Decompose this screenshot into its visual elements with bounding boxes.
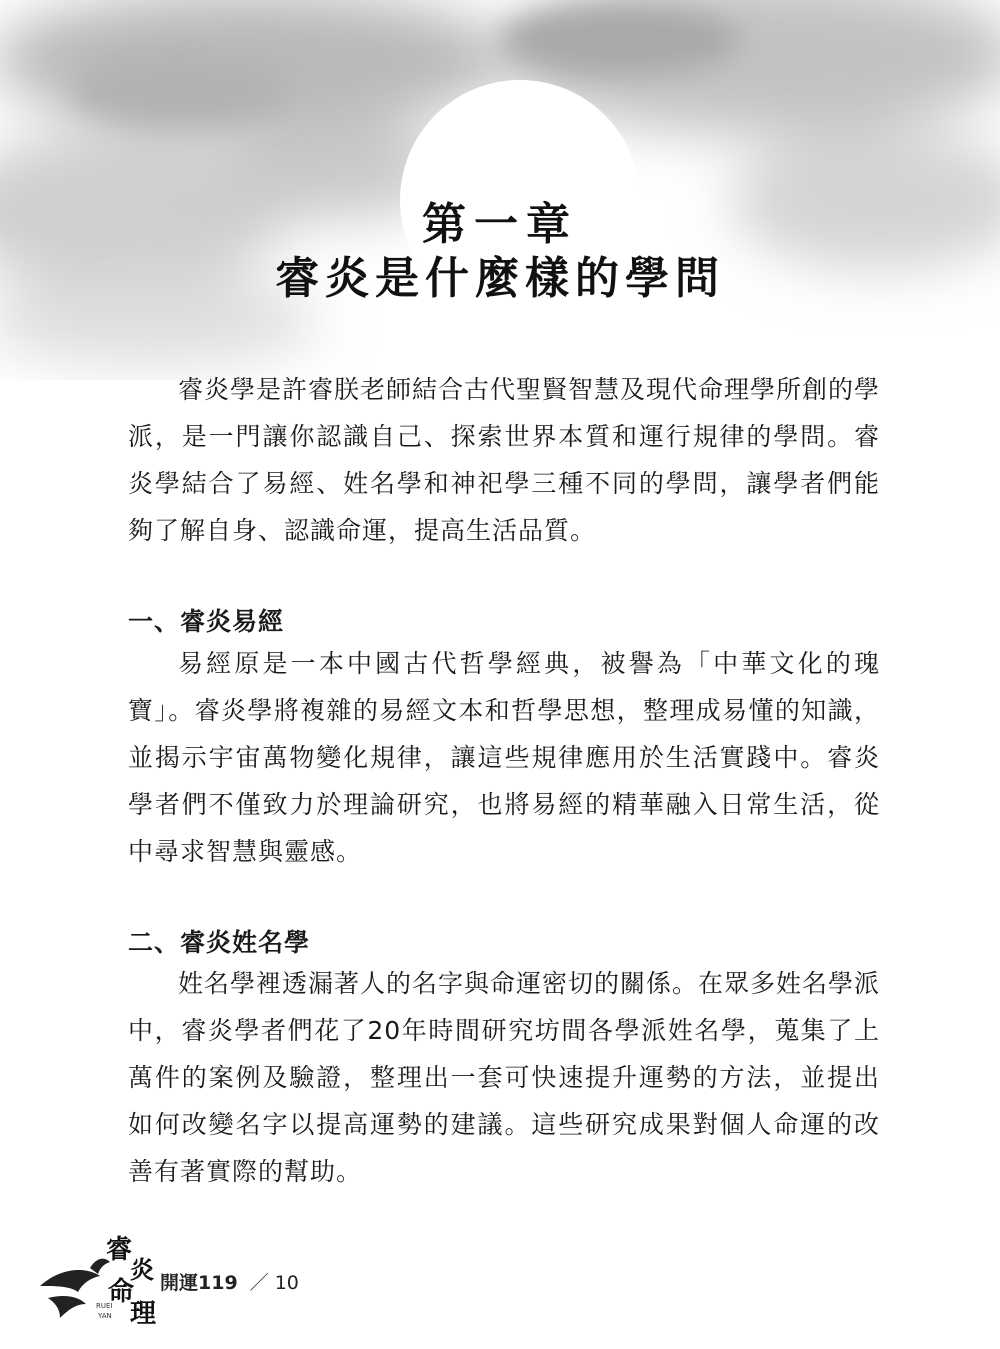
svg-text:YAN: YAN: [98, 1312, 112, 1320]
section-heading-yijing: 一、睿炎易經: [128, 607, 285, 636]
svg-text:命: 命: [108, 1277, 135, 1307]
svg-text:睿: 睿: [106, 1235, 133, 1265]
intro-text: 睿炎學是許睿朕老師結合古代聖賢智慧及現代命理學所創的學派，是一門讓你認識自己、探索世界本質和運行規律的學問。睿炎學結合了易經、姓名學和神祀學三種不同的學問，讓學者們能夠了解自身、認識命運，提高生活品質。: [128, 375, 881, 545]
ruei-yan-logo: [30, 1228, 160, 1328]
folio: [160, 1268, 299, 1295]
page-number: 10: [274, 1272, 299, 1294]
page-footer: [0, 1228, 1000, 1328]
section-body-name-study: [128, 960, 880, 1195]
intro-paragraph: [128, 366, 880, 554]
book-title: 開運119: [160, 1272, 238, 1294]
svg-text:RUEI: RUEI: [96, 1302, 113, 1310]
section-body-yijing: [128, 640, 880, 875]
folio-separator: ／: [249, 1272, 269, 1294]
section-text-name-study: 姓名學裡透漏著人的名字與命運密切的關係。在眾多姓名學派中，睿炎學者們花了20年時間研究坊間各學派姓名學，蒐集了上萬件的案例及驗證，整理出一套可快速提升運勢的方法，並提出如何改變名字以提高運勢的建議。這些研究成果對個人命運的改善有著實際的幫助。: [128, 969, 881, 1186]
svg-text:炎: 炎: [130, 1255, 154, 1284]
chapter-number: 第一章: [422, 199, 578, 250]
section-text-yijing: 易經原是一本中國古代哲學經典，被譽為「中華文化的瑰寶」。睿炎學將複雜的易經文本和哲學思想，整理成易懂的知識，並揭示宇宙萬物變化規律，讓這些規律應用於生活實踐中。睿炎學者們不僅致力於理論研究，也將易經的精華融入日常生活，從中尋求智慧與靈感。: [128, 649, 880, 866]
chapter-title: 睿炎是什麼樣的學問: [275, 253, 725, 304]
svg-text:理: 理: [130, 1299, 157, 1328]
section-heading-name-study: 二、睿炎姓名學: [128, 928, 311, 957]
